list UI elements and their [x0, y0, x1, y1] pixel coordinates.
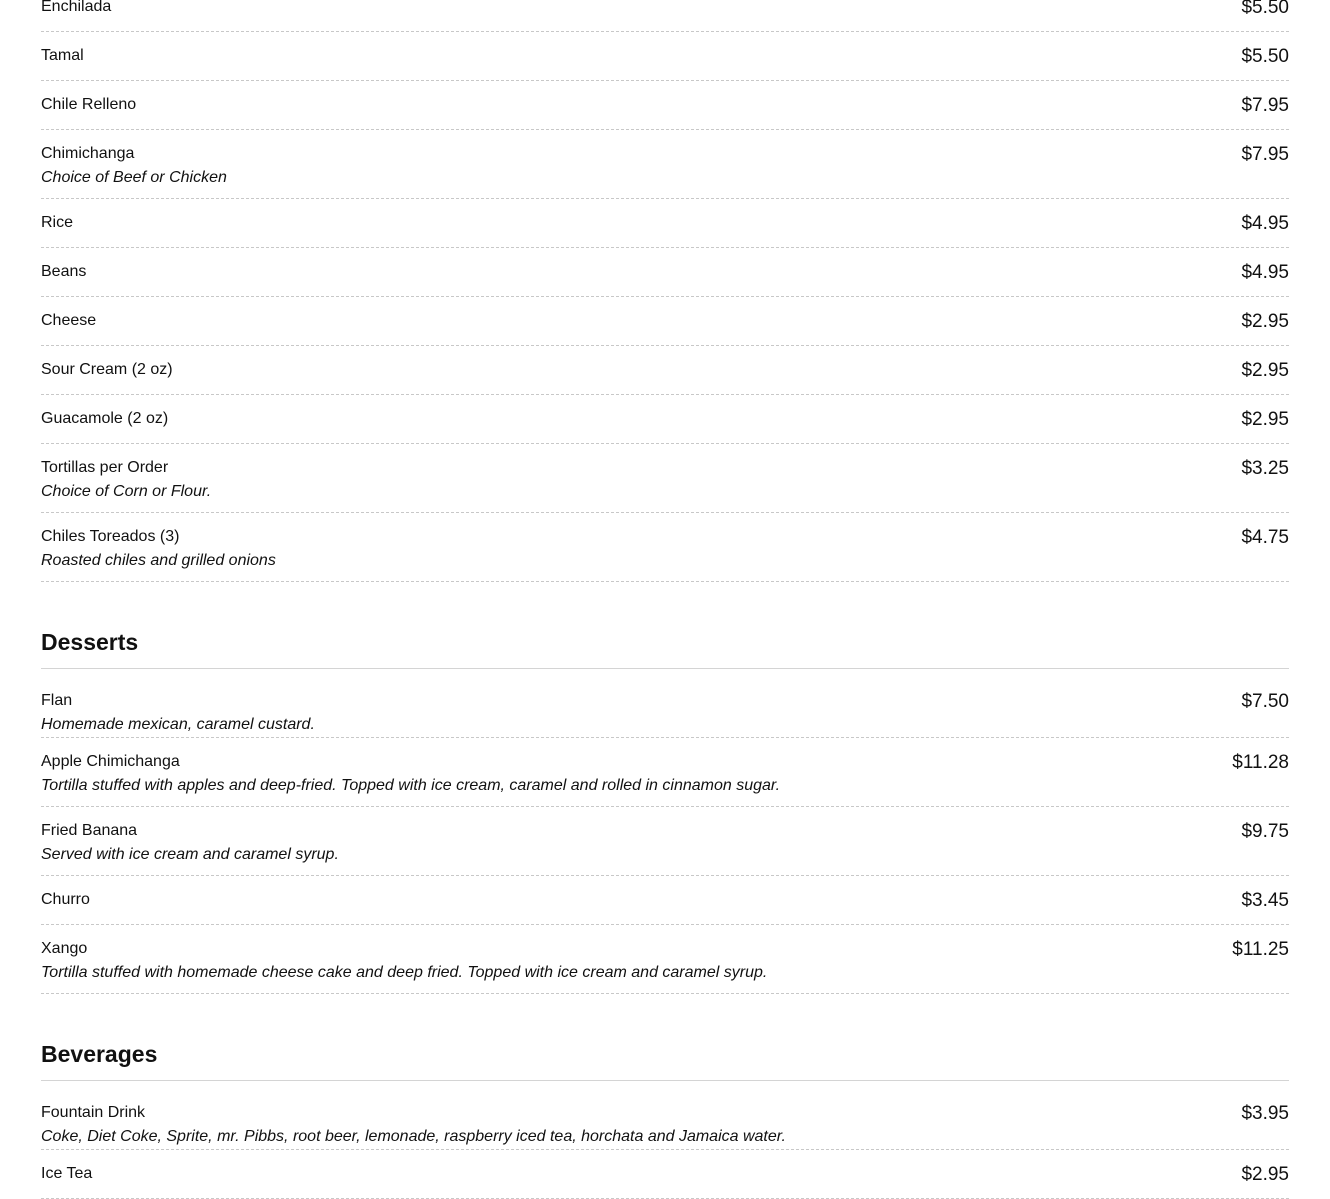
menu-item: [41, 513, 1289, 582]
menu-item-description: Choice of Corn or Flour.: [41, 483, 212, 500]
menu-section-desserts: [41, 628, 1289, 994]
menu-item-info: [41, 525, 276, 573]
menu-item-name: Chile Relleno: [41, 96, 137, 113]
menu-item-name: Flan: [41, 692, 73, 709]
menu-item-description: Served with ice cream and caramel syrup.: [41, 846, 339, 863]
menu-item: [41, 130, 1289, 199]
menu-item: [41, 81, 1289, 130]
section-title: Beverages: [41, 1040, 1289, 1081]
menu-item-description: Coke, Diet Coke, Sprite, mr. Pibbs, root beer, lemonade, raspberry iced tea, horchata and Jamaica water.: [41, 1128, 786, 1145]
menu-item-description: Roasted chiles and grilled onions: [41, 552, 276, 569]
menu-item-name: Cheese: [41, 312, 97, 329]
menu-item: [41, 669, 1289, 738]
menu-item-price: $4.95: [1241, 262, 1289, 283]
menu-item-name: Tamal: [41, 47, 84, 64]
menu-item-info: [41, 937, 767, 985]
menu-item-price: $11.25: [1232, 939, 1289, 960]
menu-item: [41, 925, 1289, 994]
menu-item-name: Guacamole (2 oz): [41, 410, 169, 427]
menu-item-price: $4.75: [1241, 527, 1289, 548]
menu-item: [41, 32, 1289, 81]
menu-item-price: $2.95: [1241, 360, 1289, 381]
menu-item-description: Tortilla stuffed with apples and deep-fried. Topped with ice cream, caramel and rolled in cinnamon sugar.: [41, 777, 781, 794]
menu-item-price: $2.95: [1241, 1164, 1289, 1185]
menu-item: [41, 248, 1289, 297]
menu-item: [41, 444, 1289, 513]
menu-item: [41, 395, 1289, 444]
menu-item-name: Chimichanga: [41, 145, 135, 162]
menu-item-name: Chiles Toreados (3): [41, 528, 180, 545]
menu-item-name: Ice Tea: [41, 1165, 93, 1182]
menu-item-price: $7.50: [1241, 691, 1289, 712]
menu-item-info: [41, 309, 96, 333]
menu-item-price: $5.50: [1241, 0, 1289, 18]
menu-item-name: Enchilada: [41, 0, 112, 15]
menu-item-info: [41, 211, 73, 235]
menu-item: [41, 0, 1289, 32]
menu-item-name: Xango: [41, 940, 88, 957]
menu-item-price: $2.95: [1241, 409, 1289, 430]
menu-item-name: Sour Cream (2 oz): [41, 361, 173, 378]
menu-item-info: [41, 819, 339, 867]
menu-item-info: [41, 689, 315, 737]
menu-item-name: Apple Chimichanga: [41, 753, 180, 770]
menu-item-info: [41, 93, 136, 117]
menu-item-name: Fountain Drink: [41, 1104, 146, 1121]
menu-item-description: Homemade mexican, caramel custard.: [41, 716, 315, 733]
menu-item: [41, 346, 1289, 395]
menu-item-price: $3.25: [1241, 458, 1289, 479]
menu-item: [41, 1081, 1289, 1150]
menu-item-name: Churro: [41, 891, 90, 908]
menu-item-info: [41, 358, 173, 382]
menu-item-price: $9.75: [1241, 821, 1289, 842]
menu-item-info: [41, 888, 90, 912]
menu-item: [41, 1150, 1289, 1199]
menu-item-info: [41, 142, 227, 190]
menu-item-info: [41, 750, 780, 798]
menu-section-beverages: [41, 1040, 1289, 1199]
menu-item-name: Beans: [41, 263, 87, 280]
menu-item: [41, 199, 1289, 248]
section-title: Desserts: [41, 628, 1289, 669]
menu-item-info: [41, 1101, 786, 1149]
menu-item-price: $5.50: [1241, 46, 1289, 67]
menu-item-price: $2.95: [1241, 311, 1289, 332]
menu-item: [41, 876, 1289, 925]
menu-item-price: $3.45: [1241, 890, 1289, 911]
menu-item-price: $3.95: [1241, 1103, 1289, 1124]
menu-item-price: $7.95: [1241, 95, 1289, 116]
menu-page: [41, 0, 1289, 1199]
menu-item: [41, 807, 1289, 876]
menu-item-price: $7.95: [1241, 144, 1289, 165]
menu-item-name: Tortillas per Order: [41, 459, 169, 476]
menu-item: [41, 297, 1289, 346]
menu-item-name: Rice: [41, 214, 74, 231]
menu-item-info: [41, 1162, 92, 1186]
menu-section-sides: [41, 0, 1289, 582]
menu-item-info: [41, 0, 111, 19]
menu-item-price: $11.28: [1232, 752, 1289, 773]
menu-item-description: Tortilla stuffed with homemade cheese cake and deep fried. Topped with ice cream and caramel syrup.: [41, 964, 768, 981]
menu-item-description: Choice of Beef or Chicken: [41, 169, 227, 186]
menu-item: [41, 738, 1289, 807]
menu-item-info: [41, 407, 168, 431]
menu-item-info: [41, 260, 86, 284]
menu-item-price: $4.95: [1241, 213, 1289, 234]
menu-item-name: Fried Banana: [41, 822, 138, 839]
menu-item-info: [41, 44, 84, 68]
menu-item-info: [41, 456, 211, 504]
